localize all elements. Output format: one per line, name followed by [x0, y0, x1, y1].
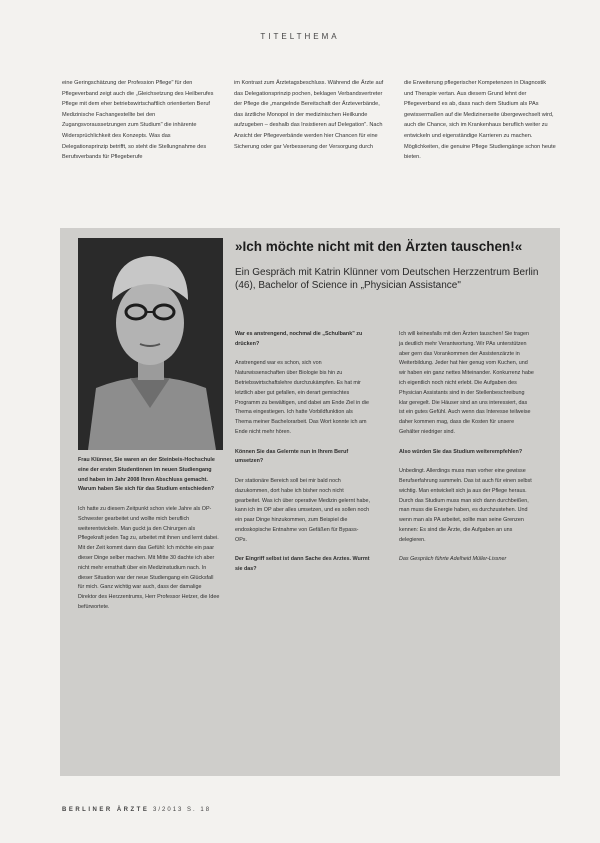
interview-answer: Ich hatte zu diesem Zeitpunkt schon viele Jahre als OP-Schwester gearbeitet und wollte mich beruflich weiterentwickeln. Man guckt ja den Chirurgen als Pflegekraft jeden Tag zu, arbeitet mit ihnen und lernt dabei. Mit der Zeit kommt dann das Gefühl: Ich möchte ein paar dieser Dinge selber machen. Mit Mitte 30 dachte ich aber nicht mehr ernsthaft über ein Medizinstudium nach. In dieser Situation war der neue Studiengang ein Glücksfall für mich. Ganz wichtig war auch, dass der damalige Direktor des Herzzentrums, Herr Professor Hetzer, die Idee befürwortete. — [78, 505, 220, 610]
paragraph: eine Geringschätzung der Profession Pflege" für den Pflegeverband zeigt auch die „Gleichsetzung des Heilberufes Pflege mit dem eher betriebswirtschaftlich orientierten Beruf Medizinische Fachangestellte bei den Zugangsvoraussetzungen zum Studium" die inhärente Widersprüchlichkeit des Konzepts. Was das Delegationsprinzip betrifft, so steht die Stellungnahme des Berufsverbands für Pflegeberufe — [62, 80, 214, 161]
interview-question: Frau Klünner, Sie waren an der Steinbeis-Hochschule eine der ersten Studentinnen im neuen Studiengang und haben im Jahr 2008 Ihren Abschluss gemacht. Warum haben Sie sich für das Studium entschieden? — [78, 457, 215, 493]
issue-page: 3/2013 S. 18 — [153, 807, 212, 813]
interview-answer: Anstrengend war es schon, sich von Naturwissenschaften über Biologie bis hin zu Betriebswirtschaftslehre durchzukämpfen. Es hat mir letztlich aber gut gefallen, ein derart gemischtes Programm zu bewältigen, und dabei am Ende Ziel in die Thema eingestiegen. Ich hatte Vorbildfunktion als Thema meiner Bachelorarbeit. Das Wort konnte ich am Ende nicht mehr hören. — [235, 360, 369, 435]
interview-headline: »Ich möchte nicht mit den Ärzten tauschen!« — [235, 239, 523, 254]
paragraph: im Kontrast zum Ärztetagsbeschluss. Während die Ärzte auf das Delegationsprinzip pochen, beklagen Verbandsvertreter der Pflege die „mangelnde Bereitschaft der Ärzteverbände, das ärztliche Monopol in der medizinischen Heilkunde aufzugeben – deshalb das Insistieren auf Delegation". Nach Ansicht der Pflegeverbände werden hier Chancen für eine Sicherung oder gar Verbesserung der Versorgung durch — [234, 80, 384, 150]
interview-subhead: Ein Gespräch mit Katrin Klünner vom Deutschen Herzzentrum Berlin (46), Bachelor of Science in „Physician Assistance" — [235, 267, 539, 291]
article-column-2 — [234, 78, 386, 152]
portrait-illustration — [78, 238, 223, 450]
paragraph: die Erweiterung pflegerischer Kompetenzen in Diagnostik und Therapie vertan. Aus diesem Grund lehnt der Pflegeverband es ab, dass nach dem Studium als PAs gewissermaßen auf die Medizinerseite übergewechselt wird, auch die Chance, sich im Krankenhaus beruflich weiter zu entwickeln und eigenständige Karrieren zu machen. Möglichkeiten, die genuine Pflege Studiengänge schon heute bieten. — [404, 80, 556, 161]
interview-answer: Der stationäre Bereich soll bei mir bald noch dazukommen, dort habe ich bisher noch nicht gearbeitet. Was ich über operative Medizin gelernt habe, kann ich im OP aber alles umsetzen, und es sollen noch ein paar Dinge hinzukommen, zum Beispiel die endoskopische Entnahme von Gefäßen für Bypass-OPs. — [235, 477, 370, 543]
interview-column-3 — [399, 330, 534, 575]
article-column-1 — [62, 78, 214, 163]
interview-question: Also würden Sie das Studium weiterempfehlen? — [399, 448, 523, 455]
interview-question: War es anstrengend, nochmal die „Schulbank" zu drücken? — [235, 331, 363, 347]
interview-question: Der Eingriff selbst ist dann Sache des Arztes. Wurmt sie das? — [235, 556, 370, 573]
interview-column-1 — [78, 456, 220, 623]
interview-question: Können Sie das Gelernte nun in Ihrem Beruf umsetzen? — [235, 448, 349, 465]
magazine-name: BERLINER ÄRZTE — [62, 807, 150, 813]
interview-answer: Unbedingt. Allerdings muss man vorher eine gewisse Berufserfahrung sammeln. Das ist auch für einen selbst wichtig. Man entwickelt sich ja aus der Pflege heraus. Durch das Studium muss man sich dann durchbeißen, man muss die Energie haben, es durchzustehen. Und wenn man als PA arbeitet, sollte man seine Grenzen kennen: Es sind die Ärzte, die Aufgaben an uns delegieren. — [399, 468, 532, 543]
interview-credit: Das Gespräch führte Adelheid Müller-Lissner — [399, 556, 507, 563]
page-footer — [62, 807, 211, 813]
article-column-3 — [404, 78, 556, 163]
interview-answer: Ich will keinesfalls mit den Ärzten tauschen! Sie tragen ja deutlich mehr Verantwortung. Wir PAs unterstützen aber gern das Vorankommen der Assistenzärzte in Weiterbildung. Jeder hat hier genug vom Kuchen, und wir haben ein ganz nettes Miteinander. Konkurrenz habe ich eigentlich noch nicht erlebt. Die Aufgaben des Physician Assistants sind in der Stellenbeschreibung klar geregelt. Die Häuser sind an uns interessiert, das ist ein gutes Gefühl. Auch wenn das Interesse teilweise daher kommen mag, dass die Kosten für unsere Gehälter niedriger sind. — [399, 331, 534, 435]
portrait-photo — [78, 238, 223, 450]
section-title: TITELTHEMA — [260, 32, 340, 41]
interview-column-2 — [235, 330, 370, 585]
